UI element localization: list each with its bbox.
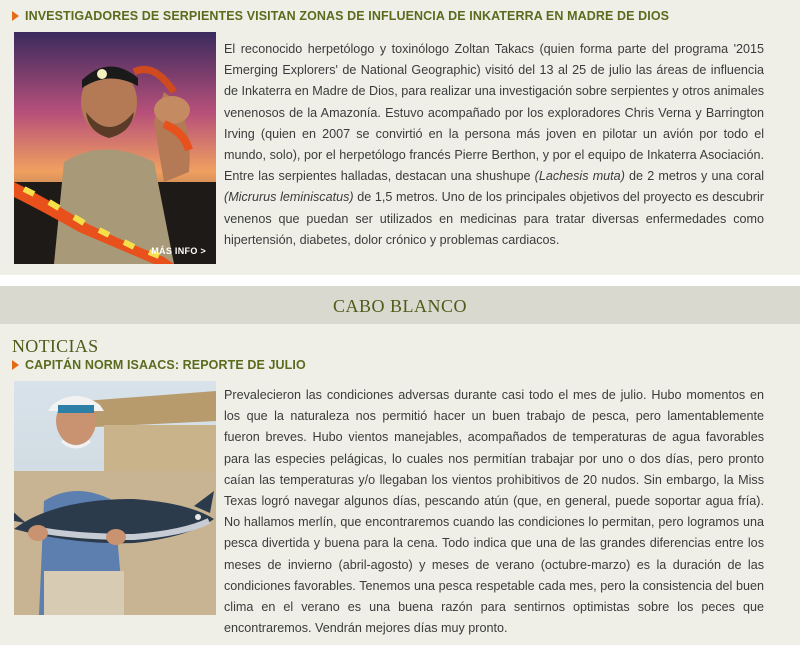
species-name: (Lachesis muta) <box>534 169 625 184</box>
more-info-label[interactable]: MÁS INFO <box>151 246 198 256</box>
article-body-text: El reconocido herpetólogo y toxinólogo Zoltan Takacs (quien forma parte del programa '2015 Emerging Explorers' de National Geographic) visitó del 13 al 25 de julio las áreas de influencia de Inkaterra en Madre de Dios, para realizar una investigación sobre serpientes y otros animales venenosos de la Amazonía. Estuvo acompañado por los exploradores Chris Verna y Barrington Irving (quien en 2007 se convirtió en la persona más joven en pilotar un avión por todo el mundo, solo), por el herpetólogo francés Pierre Berthon, y por el equipo de Inkaterra Asociación. Entre las serpientes halladas, destacan una shushupe <box>224 42 764 184</box>
herpetologist-photo <box>14 32 216 264</box>
news-label: NOTICIAS <box>12 336 99 356</box>
article-photo-fishing[interactable] <box>14 381 216 615</box>
article-body-fishing-report: Prevalecieron las condiciones adversas durante casi todo el mes de julio. Hubo momentos en los que la naturaleza nos permitió hacer un buen trabajo de pesca, pero lamentablemente fueron breves. Hubo vientos manejables, acompañados de temperaturas de agua favorables para las especies pelágicas, lo cuales nos permitían trabajar por uno o dos días, pero pronto caían las temperaturas y/o llegaban los vientos prohibitivos de 20 nudos. Sin embargo, la Miss Texas logró navegar algunos días, pescando atún (que, en general, puede soportar agua fría). No hallamos merlín, que encontraremos cuando las condiciones lo permitan, pero logramos una pesca divertida y buena para la cena. Todo indica que una de las grandes diferencias entre los meses de invierno (abril-agosto) y meses de verano (octubre-marzo) es la duración de las condiciones favorables. Tenemos una pesca respetable cada mes, pero la consistencia del buen clima en el verano es una buena razón para sentirnos optimistas sobre los peces que encontraremos. Vendrán mejores días muy pronto. <box>224 388 764 636</box>
article-heading-fishing-report[interactable] <box>12 358 306 372</box>
article-photo-herpetologist[interactable] <box>14 32 216 264</box>
fishing-photo <box>14 381 216 615</box>
more-info-link[interactable] <box>151 246 206 256</box>
arrow-right-icon <box>12 360 19 370</box>
arrow-right-icon <box>12 11 19 21</box>
article-body-text: de 2 metros y una coral <box>624 169 764 184</box>
species-name: (Micrurus leminiscatus) <box>224 190 354 205</box>
article-heading-snakes[interactable] <box>12 9 669 23</box>
more-info-arrow[interactable]: > <box>200 246 206 256</box>
article-heading-text[interactable]: CAPITÁN NORM ISAACS: REPORTE DE JULIO <box>25 358 306 372</box>
section-title: CABO BLANCO <box>332 296 467 316</box>
article-body-text: de 1,5 metros. Uno de los principales objetivos del proyecto es descubrir venenos que puedan ser utilizados en medicinas para tratar diversas enfermedades como hipertensión, diabetes, dolor crónico y problemas cardiacos. <box>224 190 764 247</box>
article-body-snakes <box>224 39 764 251</box>
article-heading-text[interactable]: INVESTIGADORES DE SERPIENTES VISITAN ZONAS DE INFLUENCIA DE INKATERRA EN MADRE DE DIOS <box>25 9 670 23</box>
